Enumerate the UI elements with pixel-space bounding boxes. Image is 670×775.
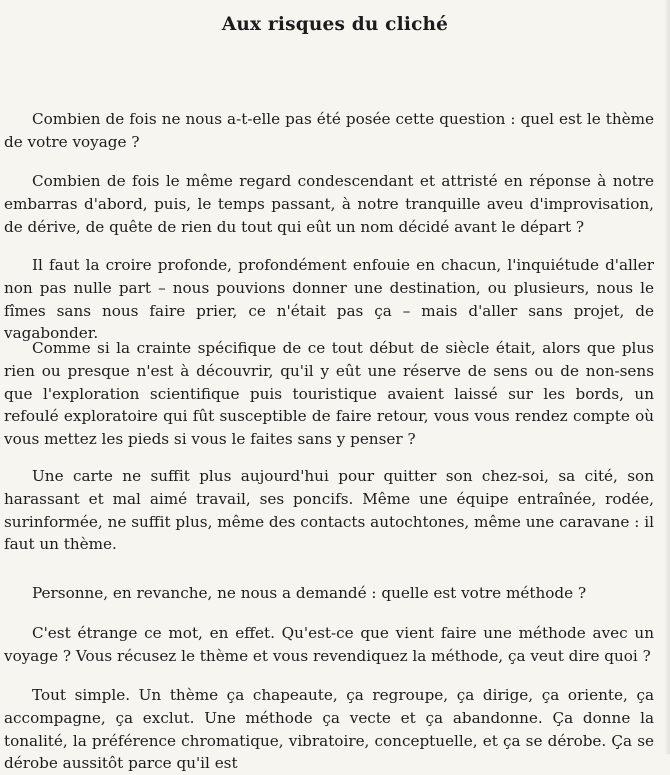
page-edge-shadow [664,0,670,754]
paragraph-7: C'est étrange ce mot, en effet. Qu'est-ce que vient faire une méthode avec un voyage ? Vous récusez le thème et vous revendiquez la méthode, ça veut dire quoi ? [4,624,654,665]
paragraph-3: Il faut la croire profonde, profondément enfouie en chacun, l'inquiétude d'aller non pas nulle part – nous pouvions donner une destination, ou plusieurs, nous le fîmes sans nous faire prier, ce n'était pas ça – mais d'aller sans projet, de vagabonder. [4,256,654,343]
paragraph-1: Combien de fois ne nous a-t-elle pas été posée cette question : quel est le thème de votre voyage ? [4,110,654,151]
paragraph-8: Tout simple. Un thème ça chapeaute, ça regroupe, ça dirige, ça oriente, ça accompagne, ça exclut. Une méthode ça vecte et ça abandonne. Ça donne la tonalité, la préférence chromatique, vibratoire, conceptuelle, et ça se dérobe. Ça se dérobe aussitôt parce qu'il est [4,686,654,773]
chapter-title: Aux risques du cliché [221,14,449,35]
paragraph-4: Comme si la crainte spécifique de ce tout début de siècle était, alors que plus rien ou presque n'est à découvrir, qu'il y eût une réserve de sens ou de non-sens que l'exploration scientifique puis touristique avaient laissé sur les bords, un refoulé exploratoire qui fût susceptible de faire retour, vous vous rendez compte où vous mettez les pieds si vous le faites sans y penser ? [4,339,654,449]
paragraph-2: Combien de fois le même regard condescendant et attristé en réponse à notre embarras d'abord, puis, le temps passant, à notre tranquille aveu d'improvisation, de dérive, de quête de rien du tout qui eût un nom décidé avant le départ ? [4,172,654,236]
paragraph-6: Personne, en revanche, ne nous a demandé : quelle est votre méthode ? [32,584,587,602]
paragraph-5: Une carte ne suffit plus aujourd'hui pour quitter son chez-soi, sa cité, son harassant et mal aimé travail, ses poncifs. Même une équipe entraînée, rodée, surinformée, ne suffit plus, même des contacts autochtones, même une caravane : il faut un thème. [4,467,654,554]
